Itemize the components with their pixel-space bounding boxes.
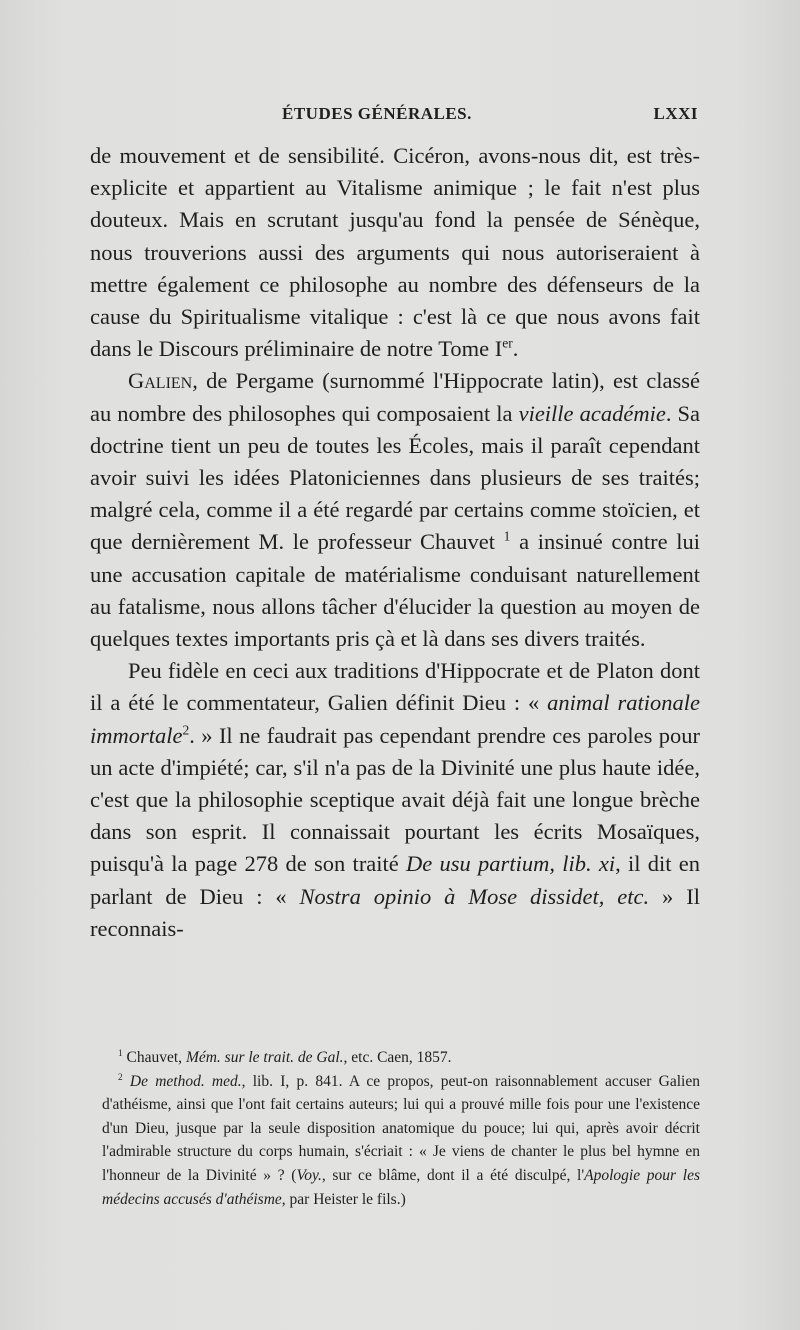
paragraph-1: de mouvement et de sensibilité. Cicéron, avons-nous dit, est très-explicite et appartient au Vitalisme animique ; le fait n'est plus douteux. Mais en scrutant jusqu'au fond la pensée de Sénèque, nous trouverions aussi des arguments qui nous autoriseraient à mettre également ce philosophe au nombre des défenseurs de la cause du Spiritualisme vitalique : c'est là ce que nous avons fait dans le Discours préliminaire de notre Tome Ier. [90, 143, 700, 362]
paragraph-3: Peu fidèle en ceci aux traditions d'Hippocrate et de Platon dont il a été le commentateur, Galien définit Dieu : « animal rationale immortale$^2$. » Il ne faudrait pas cependant prendre ces paroles pour un acte d'impiété; car, s'il n'a pas de la Divinité une plus haute idée, c'est que la philosophie sceptique avait déjà fait une longue brèche dans son esprit. Il connaissait pourtant les écrits Mosaïques, puisqu'à la page 278 de son traité De usu partium, lib. xi, il dit en parlant de Dieu : « Nostra opinio à Mose dissidet, etc. » Il reconnais- [90, 658, 700, 941]
running-title: ÉTUDES GÉNÉRALES. [282, 104, 472, 123]
author-name: Galien [128, 368, 193, 394]
footnote-ref-1: 1 [503, 528, 511, 544]
footnote-ref-2: 2 [182, 722, 190, 738]
page-header [96, 104, 698, 132]
footnotes [102, 1046, 700, 1211]
page-number: LXXI [653, 104, 698, 123]
footnote-2: $^2$ De method. med., lib. I, p. 841. A ce propos, peut-on raisonnablement accuser Galien d'athéisme, ainsi que l'ont fait certains auteurs; lui qui a prouvé mille fois pour une l'existence d'un Dieu, jusque par la seule disposition anatomique du pouce; lui qui, après avoir décrit l'admirable structure du corps humain, s'écriait : « Je viens de chanter le plus bel hymne en l'honneur de la Divinité » ? (Voy., sur ce blâme, dont il a été disculpé, l'Apologie pour les médecins accusés d'athéisme, par Heister le fils.) [102, 1072, 700, 1208]
paragraph-2: Galien, de Pergame (surnommé l'Hippocrate latin), est classé au nombre des philosophes qui composaient la vieille académie. Sa doctrine tient un peu de toutes les Écoles, mais il paraît cependant avoir suivi les idées Platoniciennes dans plusieurs de ses traités; malgré cela, comme il a été regardé par certains comme stoïcien, et que dernièrement M. le professeur Chauvet $^1$ a insinué contre lui une accusation capitale de matérialisme conduisant naturellement au fatalisme, nous allons tâcher d'élucider la question au moyen de quelques textes importants pris çà et là dans ses divers traités. [90, 368, 700, 652]
footnote-1: $^1$ Chauvet, Mém. sur le trait. de Gal., etc. Caen, 1857. [118, 1048, 452, 1066]
body-text [90, 140, 700, 945]
